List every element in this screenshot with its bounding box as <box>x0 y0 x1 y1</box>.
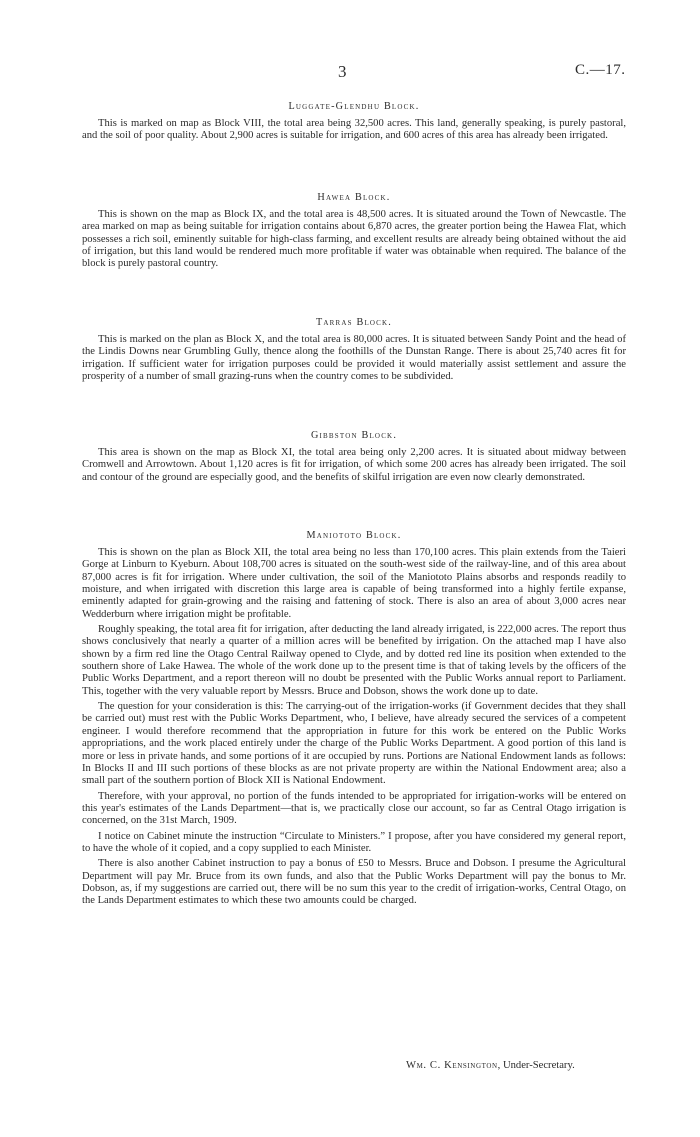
paragraph: There is also another Cabinet instruction to pay a bonus of £50 to Messrs. Bruce and Dobson. I presume the Agricultural Department will pay Mr. Bruce from its own funds, and also that the Public Works Department will pay the bonus to Mr. Dobson, as, if my suggestions are carried out, there will be no sum this year to the credit of irrigation-works, Central Otago, on the Lands Department estimates to which these two amounts could be charged. <box>82 858 626 907</box>
paragraph: This area is shown on the map as Block XI, the total area being only 2,200 acres. It is situated about midway between Cromwell and Arrowtown. About 1,120 acres is fit for irrigation, of which some 200 acres has already been irrigated. The soil and contour of the ground are especially good, and the benefits of skilful irrigation are even now clearly demonstrated. <box>82 447 626 483</box>
section-title: Hawea Block. <box>317 192 391 203</box>
paragraph: The question for your consideration is this: The carrying-out of the irrigation-works (if Government decides that they shall be carried out) must rest with the Public Works Department, who, I believe, have already secured the services of a competent engineer. I would therefore recommend that the appropriation in future for this work be entered on the Public Works appropriations, and the work placed entirely under the charge of the Public Works Department. A good portion of this land is more or less in private hands, and some portions of it are occupied by runs. Portions are National Endowment lands as follows: In Blocks II and III such portions of these blocks as are not private property are within the National Endowment area; also a small part of the southern portion of Block XII is National Endowment. <box>82 701 626 787</box>
document-reference: C.—17. <box>575 62 626 78</box>
page-header <box>0 62 700 84</box>
section-title: Tarras Block. <box>315 317 393 328</box>
signatory-name: Wm. C. Kensington <box>406 1060 498 1071</box>
section-hawea <box>82 192 626 271</box>
section-maniototo <box>82 530 626 908</box>
section-luggate-glendhu <box>82 101 626 143</box>
section-gibbston <box>82 430 626 484</box>
paragraph: This is shown on the map as Block IX, and the total area is 48,500 acres. It is situated around the Town of Newcastle. The area marked on map as being suitable for irrigation contains about 6,870 acres, the greater portion being the Hawea Flat, which possesses a rich soil, eminently suitable for high-class farming, and excellent results are already being obtained without the aid of irrigation, but this land would be rendered much more profitable if water was obtainable when required. The balance of the block is purely pastoral country. <box>82 209 626 270</box>
paragraph: This is marked on the plan as Block X, and the total area is 80,000 acres. It is situated between Sandy Point and the head of the Lindis Downs near Grumbling Gully, thence along the foothills of the Dunstan Range. There is about 25,740 acres fit for irrigation. If sufficient water for irrigation purposes could be provided it would materially assist settlement and assure the prosperity of a number of small grazing-runs when the country comes to be subdivided. <box>82 334 626 383</box>
section-tarras <box>82 317 626 383</box>
paragraph: Therefore, with your approval, no portion of the funds intended to be appropriated for irrigation-works will be entered on this year's estimates of the Lands Department—that is, we practically close our account, so far as Central Otago irrigation is concerned, on the 31st March, 1909. <box>82 790 626 827</box>
paragraph: I notice on Cabinet minute the instruction “Circulate to Ministers.” I propose, after you have considered my general report, to have the whole of it copied, and a copy supplied to each Minister. <box>82 830 626 854</box>
signatory-title: , Under-Secretary. <box>497 1060 575 1071</box>
paragraph: Roughly speaking, the total area fit for irrigation, after deducting the land already irrigated, is 222,000 acres. The report thus shows conclusively that nearly a quarter of a million acres will be benefited by irrigation. On the attached map I have also shown by a firm red line the Otago Central Railway opened to Clyde, and by dotted red line its position when extended to the southern shore of Lake Hawea. The whole of the work done up to the present time is that of taking levels by the officers of the Public Works Department, and a report thereon will no doubt be presented with the Public Works annual report to Parliament. This, together with the very valuable report by Messrs. Bruce and Dobson, shows the work done up to date. <box>82 624 626 697</box>
signature-line <box>406 1060 575 1071</box>
page-number: 3 <box>338 62 347 81</box>
section-title: Luggate-Glendhu Block. <box>288 101 420 112</box>
section-title: Gibbston Block. <box>310 430 398 441</box>
section-title: Maniototo Block. <box>306 530 402 541</box>
paragraph: This is marked on map as Block VIII, the total area being 32,500 acres. This land, generally speaking, is purely pastoral, and the soil of poor quality. About 2,900 acres is suitable for irrigation, and 600 acres of this area has already been irrigated. <box>82 118 626 142</box>
paragraph: This is shown on the plan as Block XII, the total area being no less than 170,100 acres. This plain extends from the Taieri Gorge at Linburn to Kyeburn. About 108,700 acres is situated on the south-west side of the railway-line, and of this area about 87,000 acres is fit for irrigation. Where under cultivation, the soil of the Maniototo Plains absorbs and responds readily to moisture, and when irrigated with discretion this large area is capable of being transformed into a highly fertile expanse, eminently adapted for grain-growing and the raising and fattening of stock. There is also an area of about 3,000 acres near Wedderburn where irrigation might be profitable. <box>82 547 626 620</box>
